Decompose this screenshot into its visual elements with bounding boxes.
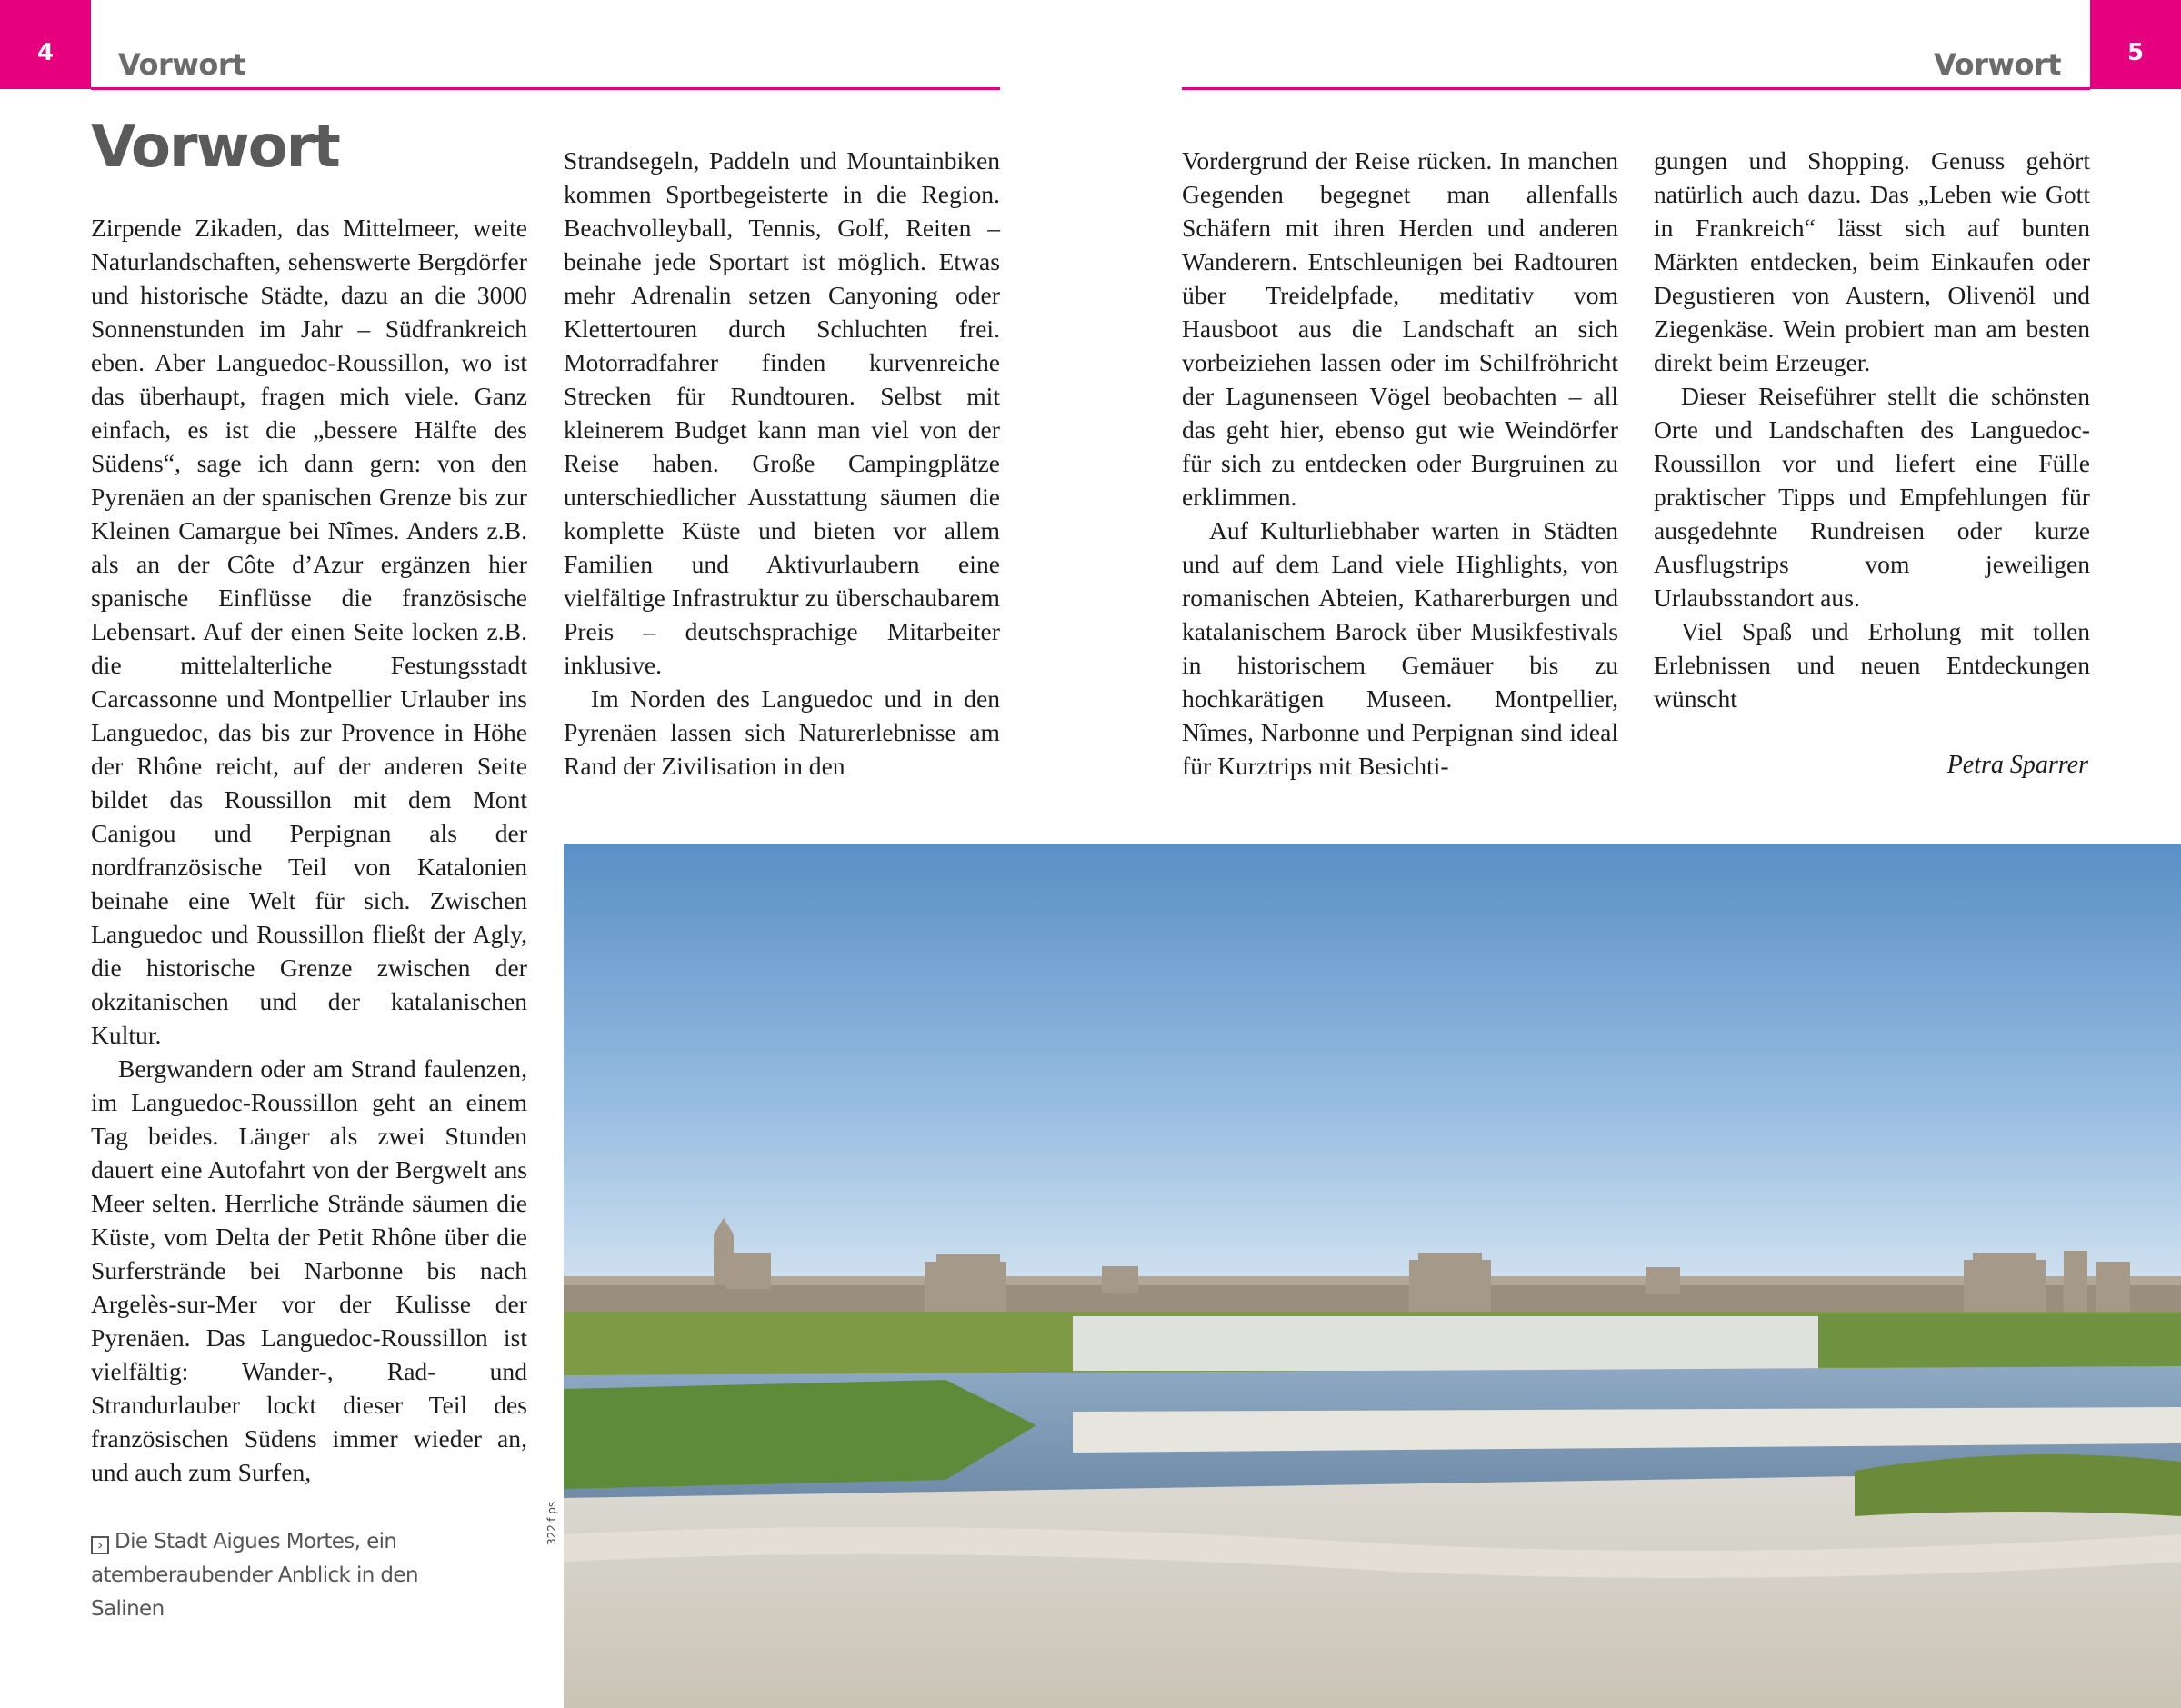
header-rule-left — [91, 87, 1000, 90]
paragraph: Bergwandern oder am Strand faulenzen, im Languedoc-Roussillon geht an einem Tag beides. Länger als zwei Stunden dauert eine Autofahrt von der Bergwelt ans Meer selten. Herrliche Strände säumen die Küste, vom Delta der Petit Rhône über die Surferstrände bei Narbonne bis nach Argelès-sur-Mer vor der Kulisse der Pyrenäen. Das Languedoc-Roussillon ist vielfältig: Wander-, Rad- und Strandurlauber lockt dieser Teil des französischen Südens immer wieder an, und auch zum Surfen, — [91, 1054, 527, 1486]
landscape-photo — [564, 844, 2181, 1708]
photo-credit: 322lf ps — [545, 1501, 558, 1545]
paragraph: Viel Spaß und Erholung mit tollen Erlebnissen und neuen Entdeckungen wünscht — [1654, 617, 2090, 713]
author-signature: Petra Sparrer — [1946, 751, 2088, 779]
paragraph: Im Norden des Languedoc und in den Pyrenäen lassen sich Naturerlebnisse am Rand der Zivilisation in den — [564, 684, 1000, 780]
header-rule-right — [1182, 87, 2090, 90]
text-column-2 — [564, 144, 1000, 783]
paragraph: gungen und Shopping. Genuss gehört natürlich auch dazu. Das „Leben wie Gott in Frankreich“ lässt sich auf bunten Märkten entdecken, beim Einkaufen oder Degustieren von Austern, Olivenöl und Ziegenkäse. Wein probiert man am besten direkt beim Erzeuger. — [1654, 146, 2090, 376]
arrow-right-box-icon: › — [91, 1536, 109, 1554]
paragraph: Strandsegeln, Paddeln und Mountainbiken kommen Sportbegeisterte in die Region. Beachvolleyball, Tennis, Golf, Reiten – beinahe jede Sportart ist möglich. Etwas mehr Adrenalin setzen Canyoning oder Klettertouren durch Schluchten frei. Motorradfahrer finden kurvenreiche Strecken für Rundtouren. Selbst mit kleinerem Budget kann man viel von der Reise haben. Große Campingplätze unterschiedlicher Ausstattung säumen die komplette Küste und bieten vor allem Familien und Aktivurlaubern eine vielfältige Infrastruktur zu überschaubarem Preis – deutschsprachige Mitarbeiter inklusive. — [564, 146, 1000, 679]
text-column-3 — [1182, 144, 1618, 783]
text-column-4 — [1654, 144, 2090, 715]
page-number-right: 5 — [2090, 0, 2181, 89]
page-title: Vorwort — [91, 114, 339, 181]
photo-caption — [91, 1525, 491, 1626]
caption-text: Die Stadt Aigues Mortes, ein atemberaubender Anblick in den Salinen — [91, 1530, 418, 1621]
page-number-left: 4 — [0, 0, 91, 89]
paragraph: Dieser Reiseführer stellt die schönsten Orte und Landschaften des Languedoc-Roussillon vor und liefert eine Fülle praktischer Tipps und Empfehlungen für ausgedehnte Rundreisen oder kurze Ausflugstrips vom jeweiligen Urlaubsstandort aus. — [1654, 382, 2090, 612]
aigues-mortes-illustration — [564, 844, 2181, 1708]
paragraph: Zirpende Zikaden, das Mittelmeer, weite Naturlandschaften, sehenswerte Bergdörfer und historische Städte, dazu an die 3000 Sonnenstunden im Jahr – Südfrankreich eben. Aber Languedoc-Roussillon, wo ist das überhaupt, fragen mich viele. Ganz einfach, es ist die „bessere Hälfte des Südens“, sage ich dann gern: von den Pyrenäen an der spanischen Grenze bis zur Kleinen Camargue bei Nîmes. Anders z.B. als an der Côte d’Azur ergänzen hier spanische Einflüsse die französische Lebensart. Auf der einen Seite locken z.B. die mittelalterliche Festungsstadt Carcassonne und Montpellier Urlauber ins Languedoc, das bis zur Provence in Höhe der Rhône reicht, auf der anderen Seite bildet das Roussillon mit dem Mont Canigou und Perpignan als der nordfranzösische Teil von Katalonien beinahe eine Welt für sich. Zwischen Languedoc und Roussillon fließt der Agly, die historische Grenze zwischen der okzitanischen und der katalanischen Kultur. — [91, 214, 527, 1049]
paragraph: Vordergrund der Reise rücken. In manchen Gegenden begegnet man allenfalls Schäfern mit ihren Herden und anderen Wanderern. Entschleunigen bei Radtouren über Treidelpfade, meditativ vom Hausboot aus die Landschaft an sich vorbeiziehen lassen oder im Schilfröhricht der Lagunenseen Vögel beobachten – all das geht hier, ebenso gut wie Weindörfer für sich zu entdecken oder Burgruinen zu erklimmen. — [1182, 146, 1618, 511]
running-head-left: Vorwort — [118, 47, 245, 82]
text-column-1 — [91, 211, 527, 1489]
paragraph: Auf Kulturliebhaber warten in Städten und auf dem Land viele Highlights, von romanischen Abteien, Katharerburgen und katalanischem Barock über Musikfestivals in historischem Gemäuer bis zu hochkarätigen Museen. Montpellier, Nîmes, Narbonne und Perpignan sind ideal für Kurztrips mit Besichti- — [1182, 516, 1618, 780]
running-head-right: Vorwort — [1934, 47, 2061, 82]
